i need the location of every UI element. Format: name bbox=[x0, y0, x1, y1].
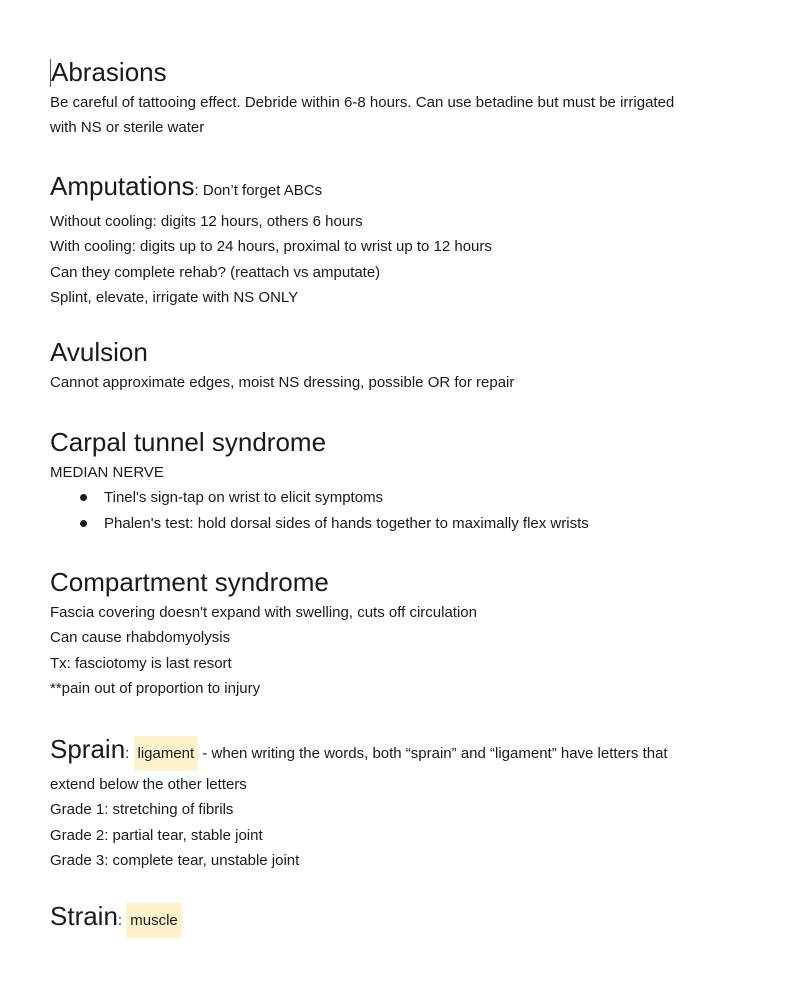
carpal-line-1: MEDIAN NERVE bbox=[50, 464, 164, 481]
carpal-bullet-list bbox=[50, 485, 750, 536]
sprain-heading-line bbox=[50, 731, 750, 772]
list-item-text: Tinel's sign-tap on wrist to elicit symptoms bbox=[104, 489, 384, 507]
abrasions-line-2: with NS or sterile water bbox=[50, 119, 205, 137]
heading-carpal-tunnel: Carpal tunnel syndrome bbox=[50, 427, 327, 457]
section-avulsion bbox=[50, 334, 750, 395]
sprain-line-4: Grade 3: complete tear, unstable joint bbox=[50, 851, 300, 869]
heading-avulsion: Avulsion bbox=[50, 337, 148, 367]
sprain-colon: : bbox=[125, 745, 130, 762]
sprain-description: - when writing the words, both “sprain” and “ligament” have letters that bbox=[198, 745, 668, 762]
strain-colon: : bbox=[117, 912, 123, 929]
compartment-line-3: Tx: fasciotomy is last resort bbox=[50, 654, 232, 672]
section-sprain bbox=[50, 731, 750, 873]
highlight-muscle: muscle bbox=[126, 903, 182, 938]
section-strain bbox=[50, 898, 750, 939]
amputations-line-1: Without cooling: digits 12 hours, others 6 hours bbox=[50, 213, 363, 230]
amputations-line-2: With cooling: digits up to 24 hours, proximal to wrist up to 12 hours bbox=[50, 238, 492, 256]
amputations-line-4: Splint, elevate, irrigate with NS ONLY bbox=[50, 288, 299, 306]
compartment-line-1: Fascia covering doesn't expand with swelling, cuts off circulation bbox=[50, 604, 477, 621]
section-abrasions bbox=[50, 54, 674, 141]
highlight-ligament: ligament bbox=[134, 736, 199, 771]
list-item bbox=[50, 511, 750, 536]
compartment-line-4: **pain out of proportion to injury bbox=[50, 679, 261, 697]
bullet-icon bbox=[80, 520, 87, 527]
heading-sprain: Sprain bbox=[50, 734, 126, 764]
list-item-text: Phalen's test: hold dorsal sides of hands together to maximally flex wrists bbox=[104, 514, 589, 532]
sprain-line-1: extend below the other letters bbox=[50, 776, 247, 793]
heading-amputations bbox=[50, 168, 750, 209]
heading-compartment-syndrome: Compartment syndrome bbox=[50, 567, 329, 597]
amputations-line-3: Can they complete rehab? (reattach vs amputate) bbox=[50, 263, 381, 281]
compartment-line-2: Can cause rhabdomyolysis bbox=[50, 629, 231, 647]
heading-abrasions[interactable] bbox=[50, 54, 674, 90]
heading-text: Abrasions bbox=[51, 57, 167, 87]
sprain-line-2: Grade 1: stretching of fibrils bbox=[50, 801, 234, 819]
sprain-line-3: Grade 2: partial tear, stable joint bbox=[50, 826, 263, 844]
section-carpal-tunnel bbox=[50, 424, 750, 536]
strain-heading-line bbox=[50, 898, 750, 939]
list-item bbox=[50, 485, 750, 510]
heading-text: Amputations bbox=[50, 171, 195, 201]
heading-strain: Strain bbox=[50, 901, 118, 931]
section-compartment-syndrome bbox=[50, 564, 750, 701]
amputations-subtitle: : Don’t forget ABCs bbox=[194, 182, 323, 199]
avulsion-line-1: Cannot approximate edges, moist NS dressing, possible OR for repair bbox=[50, 374, 515, 391]
section-amputations bbox=[50, 168, 750, 310]
bullet-icon bbox=[80, 494, 87, 501]
abrasions-line-1: Be careful of tattooing effect. Debride within 6-8 hours. Can use betadine but must be irrigated bbox=[50, 94, 675, 111]
